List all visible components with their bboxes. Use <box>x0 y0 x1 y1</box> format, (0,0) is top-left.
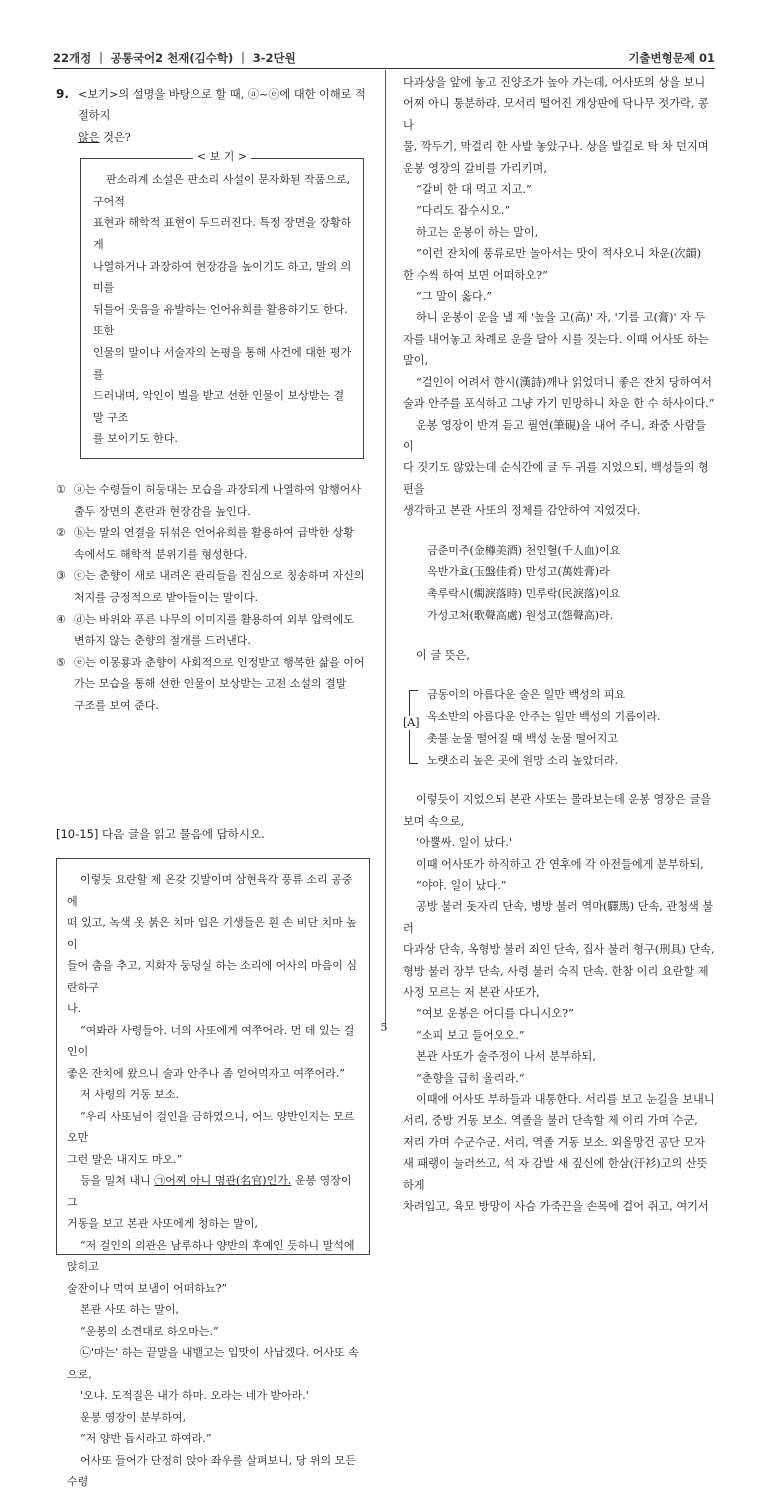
bogi-line: 를 보이기도 한다. <box>93 432 178 446</box>
passage-line: '오냐. 도적질은 내가 하마. 오라는 네가 받아라.' <box>80 1389 309 1403</box>
choice-text: 출두 장면의 혼란과 현장감을 높인다. <box>74 504 251 518</box>
page-header <box>53 42 715 64</box>
bogi-line: 나열하거나 과장하여 현장감을 높이기도 하고, 말의 의미를 <box>93 259 352 295</box>
bogi-title: < 보 기 > <box>193 149 251 165</box>
passage-line: 물, 깍두기, 막걸리 한 사발 놓았구나. 상을 발길로 탁 차 던지며 <box>403 140 709 154</box>
passage-line: “우리 사또님이 걸인을 금하였으니, 어느 양반인지는 모르오만 <box>67 1109 355 1145</box>
choice-marker: ④ <box>56 612 66 626</box>
choice-text: 구조를 보여 준다. <box>74 698 159 712</box>
passage-line: 그런 말은 내지도 마오.” <box>67 1152 183 1166</box>
passage-line: “여보 운봉은 어디를 다니시오?” <box>416 1007 574 1021</box>
verse-line: 가성고처(歌聲高處) 원성고(怨聲高)라. <box>427 608 614 622</box>
passage-line: 들어 춤을 추고, 지화자 둥덩실 하는 소리에 어사의 마음이 심란하구 <box>67 959 357 994</box>
header-section-label: 기출변형문제 01 <box>628 51 715 65</box>
passage-line: ㉡'마는' 하는 끝말을 내뱉고는 입맛이 사납겠다. 어사또 속으로, <box>67 1346 359 1381</box>
answer-choices <box>56 479 370 717</box>
marked-phrase-a: ㉠어찌 아니 명관(名官)인가. <box>154 1174 292 1188</box>
passage-line: 어찌 아니 통분하랴. 모서리 떨어진 개상판에 닥나무 젓가락, 콩나 <box>403 97 709 132</box>
passage-line: 술과 안주를 포식하고 그냥 가기 민망하니 차운 한 수 하사이다.” <box>403 397 715 411</box>
passage-line: “운봉의 소견대로 하오마는.” <box>80 1324 219 1338</box>
passage-line: 술잔이나 먹여 보냄이 어떠하뇨?” <box>67 1281 228 1295</box>
passage-line: '아뿔싸. 일이 났다.' <box>416 836 513 850</box>
bogi-line: 드러내며, 악인이 벌을 받고 선한 인물이 보상받는 결말 구조 <box>93 389 345 424</box>
passage-line: 운봉 영장이 분부하여, <box>80 1410 187 1424</box>
passage-line: 말이, <box>403 354 429 368</box>
passage-line: “다리도 잡수시오.” <box>416 204 511 218</box>
passage-line: 이때 어사또가 하직하고 간 연후에 각 아전들에게 분부하되, <box>416 857 704 871</box>
bogi-line: 인물의 말이나 서술자의 논평을 통해 사건에 대한 평가를 <box>93 345 352 381</box>
question-stem-line <box>78 127 370 148</box>
passage-line: 서리, 중방 거동 보소. 역졸을 불러 단속할 제 이리 가며 수군, <box>403 1114 698 1128</box>
choice-text: ⓑ는 말의 연결을 뒤섞은 언어유희를 활용하여 급박한 상황 <box>74 526 354 540</box>
passage-line: 한 수씩 하여 보면 어떠하오?” <box>403 268 548 282</box>
choice-text: ⓔ는 이몽룡과 춘향이 사회적으로 인정받고 행복한 삶을 이어 <box>74 655 365 669</box>
passage-line: 다 짓기도 않았는데 순식간에 글 두 귀를 지었으되, 백성들의 형편을 <box>403 461 709 496</box>
passage-line: 사정 모르는 저 본관 사또가, <box>403 985 540 999</box>
choice-1[interactable] <box>56 479 370 522</box>
passage-line: “여봐라 사령들아. 너의 사또에게 여쭈어라. 먼 데 있는 걸인이 <box>67 1023 355 1059</box>
passage-line: 이렇듯 요란할 제 온갖 깃발이며 삼현육각 풍류 소리 공중에 <box>67 873 353 908</box>
bracket-verse-line: 노랫소리 높은 곳에 원망 소리 높았더라. <box>427 753 618 767</box>
passage-box <box>56 858 370 1489</box>
passage-line: 나. <box>67 1002 82 1016</box>
passage-line: “춘향을 급히 올리라.” <box>416 1071 525 1085</box>
passage-line: 다과상 단속, 옥형방 불러 죄인 단속, 집사 불러 형구(刑具) 단속, <box>403 943 715 957</box>
passage-line: 운봉 영장이 반겨 듣고 필연(筆硯)을 내어 주니, 좌중 사람들이 <box>403 418 707 453</box>
bogi-line: 뒤틀어 웃음을 유발하는 언어유희를 활용하기도 한다. 또한 <box>93 302 348 338</box>
hanshi-verse <box>403 540 715 627</box>
passage-line: 저리 가며 수군수군. 서리, 역졸 거동 보소. 외올망건 공단 모자 <box>403 1135 706 1149</box>
bracket-verse-line: 촛불 눈물 떨어질 때 백성 눈물 떨어지고 <box>427 731 618 745</box>
meaning-intro: 이 글 뜻은, <box>416 648 470 662</box>
passage-line: 본관 사또 하는 말이, <box>80 1303 179 1317</box>
passage-text: 운봉 영장이 그 <box>67 1174 352 1209</box>
passage-line: “그 말이 옳다.” <box>416 290 493 304</box>
passage-line: 다과상을 앞에 놓고 진양조가 높아 가는데, 어사또의 상을 보니 <box>403 76 706 89</box>
passage-line: 자를 내어놓고 차례로 운을 달아 시를 짓는다. 이때 어사또 하는 <box>403 332 709 346</box>
passage-line: “이런 잔치에 풍류로만 놀아서는 맛이 적사오니 차운(次韻) <box>416 247 702 261</box>
passage-continued <box>403 72 715 522</box>
passage-line: “저 걸인의 의관은 남루하나 양반의 후예인 듯하니 말석에 앉히고 <box>67 1238 355 1274</box>
verse-line: 금준미주(金樽美酒) 천인혈(千人血)이요 <box>427 543 621 557</box>
passage-line: 떠 있고, 녹색 옷 붉은 치마 입은 기생들은 흰 손 비단 치마 높이 <box>67 916 357 951</box>
column-divider <box>385 70 386 1030</box>
bogi-box <box>80 150 364 459</box>
passage-line: 저 사령의 거동 보소. <box>80 1088 179 1102</box>
passage-line: 이때에 어사또 부하들과 내통한다. 서리를 보고 눈길을 보내니 <box>416 1093 715 1106</box>
choice-text: ⓒ는 춘향이 새로 내려온 관리들을 진심으로 칭송하며 자신의 <box>74 569 365 583</box>
choice-text: 가는 모습을 통해 선한 인물이 보상받는 고전 소설의 결말 <box>74 677 347 691</box>
passage-line: 하고는 운봉이 하는 말이, <box>416 225 539 239</box>
passage-line: 새 패랭이 눌러쓰고, 석 자 감발 새 짚신에 한삼(汗衫)고의 산뜻하게 <box>403 1157 708 1192</box>
question-number: 9. <box>56 87 69 101</box>
choice-text: 속에서도 해학적 분위기를 형성한다. <box>74 547 248 561</box>
question-stem-rest: 것은? <box>99 130 131 144</box>
passage-line: 운봉 영장의 갈비를 가리키며, <box>403 161 547 175</box>
choice-text: ⓓ는 바위와 푸른 나무의 이미지를 활용하여 외부 압력에도 <box>74 612 354 626</box>
verse-line: 옥반가효(玉盤佳肴) 만성고(萬姓膏)라 <box>427 565 610 579</box>
choice-5[interactable] <box>56 652 370 717</box>
passage-line: “야야. 일이 났다.” <box>416 878 507 892</box>
verse-line: 촉루락시(燭淚落時) 민루락(民淚落)이요 <box>427 587 621 601</box>
choice-4[interactable] <box>56 609 370 652</box>
passage-line: 어사또 들어가 단정히 앉아 좌우를 살펴보니, 당 위의 모든 수령 <box>67 1453 356 1489</box>
bracket-verse-line: 옥소반의 아름다운 안주는 일만 백성의 기름이라. <box>427 709 661 723</box>
bracket-a-label: [A] <box>403 716 420 730</box>
passage-line: 본관 사또가 술주정이 나서 분부하되, <box>416 1050 596 1064</box>
choice-marker: ① <box>56 482 66 496</box>
bracket-verse-line: 금동이의 아름다운 술은 일만 백성의 피요 <box>427 688 626 702</box>
passage-conclusion <box>403 789 715 1217</box>
choice-marker: ② <box>56 526 66 540</box>
bracket-a-block <box>403 684 715 771</box>
choice-text: 변하지 않는 춘향의 절개를 드러낸다. <box>74 634 251 648</box>
passage-line: 형방 불러 장부 단속, 사령 불러 숙직 단속. 한참 이리 요란할 제 <box>403 964 709 978</box>
passage-line: 보며 속으로, <box>403 814 465 828</box>
passage-line: 좋은 잔치에 왔으니 술과 안주나 좀 얻어먹자고 여쭈어라.” <box>67 1066 345 1080</box>
passage-line: “소피 보고 들어오오.” <box>416 1028 525 1042</box>
section-title: [10-15] 다음 글을 읽고 물음에 답하시오. <box>56 827 265 842</box>
passage-line: 거동을 보고 본관 사또에게 청하는 말이, <box>67 1217 258 1231</box>
question-9-stem <box>56 84 370 148</box>
choice-marker: ③ <box>56 569 66 583</box>
bogi-line: 표현과 해학적 표현이 두드러진다. 특정 장면을 장황하게 <box>93 216 352 251</box>
passage-line: 이렇듯이 지었으되 본관 사또는 몰라보는데 운봉 영장은 글을 <box>416 793 712 807</box>
bogi-line: 판소리계 소설은 판소리 사설이 문자화된 작품으로, 구어적 <box>93 173 351 208</box>
passage-line: “저 양반 듭시라고 하여라.” <box>80 1432 212 1446</box>
header-divider <box>53 68 715 69</box>
left-column <box>56 84 370 1489</box>
question-stem-line: <보기>의 설명을 바탕으로 할 때, ⓐ~ⓔ에 대한 이해로 적절하지 <box>78 88 366 123</box>
passage-line: 생각하고 본관 사또의 정체를 감안하여 지었것다. <box>403 504 641 518</box>
choice-text: ⓐ는 수령들이 허둥대는 모습을 과장되게 나열하여 암행어사 <box>74 482 362 496</box>
passage-line: 하니 운봉이 운을 낼 제 '높을 고(高)' 자, '기름 고(膏)' 자 두 <box>416 311 706 325</box>
passage-line <box>67 1170 359 1213</box>
passage-line: “갈비 한 대 먹고 지고.” <box>416 183 532 197</box>
emphasis-not: 않은 <box>78 130 100 144</box>
choice-marker: ⑤ <box>56 655 66 669</box>
right-column <box>403 72 715 1217</box>
passage-line: 공방 불러 돗자리 단속, 병방 불러 역마(驛馬) 단속, 관청색 불러 <box>403 900 714 935</box>
page-number: 5 <box>380 1021 388 1034</box>
choice-text: 처지를 긍정적으로 받아들이는 말이다. <box>74 590 259 604</box>
choice-3[interactable] <box>56 565 370 608</box>
header-course-info: 22개정 ｜ 공통국어2 천재(김수학) ｜ 3-2단원 <box>53 51 296 65</box>
passage-line: “걸인이 어려서 한시(漢詩)깨나 읽었더니 좋은 잔치 당하여서 <box>416 375 712 389</box>
choice-2[interactable] <box>56 522 370 565</box>
passage-line: 차려입고, 육모 방망이 사슴 가죽끈을 손목에 걸어 쥐고, 여기서 <box>403 1200 709 1214</box>
passage-text: 등을 밀쳐 내니 <box>80 1174 155 1188</box>
